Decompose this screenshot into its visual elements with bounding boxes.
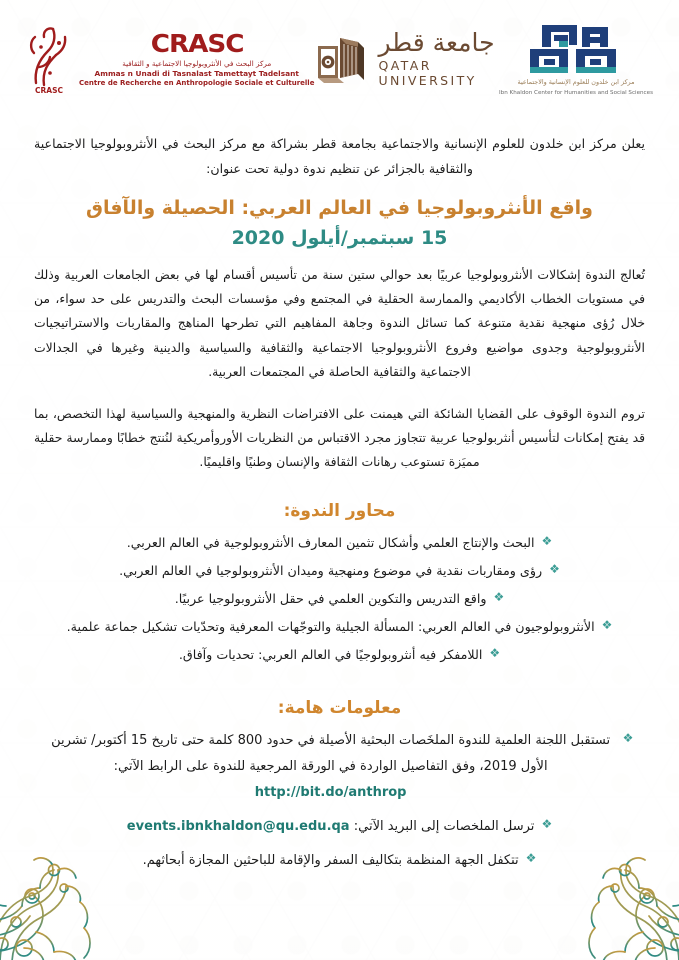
axis-list-item bbox=[34, 531, 645, 554]
submission-email-link[interactable]: events.ibnkhaldon@qu.edu.qa bbox=[126, 819, 350, 835]
bullet-diamond-icon: ❖ bbox=[601, 617, 613, 632]
ibn-khaldon-arabic-subtitle: مركز ابن خلدون للعلوم الإنسانية والاجتماعية bbox=[517, 77, 635, 86]
bullet-diamond-icon: ❖ bbox=[622, 731, 634, 746]
reference-paper-url-link[interactable]: http://bit.do/anthrop bbox=[254, 785, 407, 801]
axis-list-item bbox=[34, 643, 645, 666]
crasc-arabic-subtitle: مركز البحث في الأنثروبولوجيا الاجتماعية و الثقافية bbox=[122, 59, 272, 68]
crasc-french-subtitle: Centre de Recherche en Anthropologie Sociale et Culturelle bbox=[79, 79, 315, 87]
logo-bar bbox=[0, 0, 679, 118]
svg-text:CRASC: CRASC bbox=[35, 86, 63, 95]
qatar-university-logo bbox=[314, 27, 499, 89]
info-item-prefix: تستقبل اللجنة العلمية للندوة الملخَصات البحثية الأصيلة في حدود 800 كلمة حتى تاريخ 15 أكتوبر/ تشرين الأول 2019، وفق التفاصيل الواردة في الورقة المرجعية للندوة على الرابط الآتي: bbox=[51, 733, 611, 775]
ibn-khaldon-kufic-icon bbox=[524, 23, 628, 75]
info-list-item-text bbox=[127, 814, 535, 840]
conference-date: 15 سبتمبر/أيلول 2020 bbox=[231, 227, 448, 250]
ibn-khaldon-center-logo bbox=[499, 23, 653, 96]
crasc-berber-subtitle: Ammas n Unadi di Tasnalast Tamettayt Tadelsant bbox=[94, 69, 299, 78]
crasc-acronym: CRASC bbox=[150, 29, 244, 58]
info-list-item[interactable] bbox=[34, 814, 645, 840]
ibn-khaldon-english-subtitle: Ibn Khaldon Center for Humanities and Social Sciences bbox=[499, 89, 653, 96]
crasc-logo bbox=[26, 23, 314, 95]
bullet-diamond-icon: ❖ bbox=[541, 533, 553, 548]
axis-list-item bbox=[34, 559, 645, 582]
bullet-diamond-icon: ❖ bbox=[489, 646, 501, 661]
bullet-diamond-icon: ❖ bbox=[525, 851, 537, 866]
info-section-heading: معلومات هامة: bbox=[277, 698, 402, 719]
description-paragraph-2: تروم الندوة الوقوف على القضايا الشائكة التي هيمنت على الافتراضات النظرية والمنهجية والسياسية لهذا التخصص، بما قد يفتح إمكانات لتأسيس أنثربولوجيا عربية تتجاوز مجرد الاقتباس من النظريات الأوروأمريكية لنُنتج خطابًا وممارسة حقلية مميَزة تستوعب رهانات الثقافة والإنسان وطنيًا واقليميًا. bbox=[34, 406, 645, 470]
bullet-diamond-icon: ❖ bbox=[493, 589, 505, 604]
info-list-item bbox=[34, 848, 645, 874]
axes-list bbox=[34, 531, 645, 667]
important-info-list bbox=[34, 728, 645, 874]
info-list-item-text bbox=[46, 728, 616, 806]
qu-arabic-name: جامعة قطر bbox=[378, 27, 495, 57]
bullet-diamond-icon: ❖ bbox=[549, 561, 560, 576]
axis-list-item bbox=[34, 615, 645, 638]
axis-list-item-text: الأنثروبولوجيون في العالم العربي: المسألة الجيلية والتوجّهات المعرفية وتحدّيات تشكيل جماعة علمية. bbox=[66, 618, 595, 634]
axis-list-item-text: اللامفكر فيه أنثروبولوجيًا في العالم العربي: تحديات وآفاق. bbox=[178, 647, 483, 663]
axis-list-item bbox=[34, 587, 645, 610]
info-item-prefix: ترسل الملخصات إلى البريد الآتي: bbox=[353, 819, 535, 835]
qu-english-name: QATAR UNIVERSITY bbox=[378, 58, 477, 89]
description-paragraph-1: تُعالج الندوة إشكالات الأنثروبولوجيا عربيًا بعد حوالي ستين سنة من تأسيس أقسام لها في بعض الجامعات العربية وذلك في مستويات الخطاب الأكاديمي والممارسة الحقلية في المجتمع وفي مؤسسات البحث والتدريس على حد سواء، من خلال رُؤى منهجية نقدية متنوعة كما تسائل الندوة وجاهة المفاهيم التي تطرحها المناهج والمقاربات والاستراتيجيات الأنثروبولوجية وجدوى مواضيع وفروع الأنثروبولوجيا الاجتماعية والثقافية والسياسية والدينية وغيرها في الجدالات الاجتماعية والثقافية الحاصلة في المجتمعات العربية. bbox=[34, 267, 645, 379]
qu-book-icon bbox=[314, 32, 368, 86]
axis-list-item-text: واقع التدريس والتكوين العلمي في حقل الأنثروبولوجيا عربيًا. bbox=[174, 590, 487, 606]
info-item-prefix: تتكفل الجهة المنظمة بتكاليف السفر والإقامة للباحثين المجازة أبحاثهم. bbox=[142, 853, 519, 869]
info-list-item-text bbox=[143, 848, 519, 874]
bullet-diamond-icon: ❖ bbox=[541, 817, 553, 832]
axis-list-item-text: البحث والإنتاج العلمي وأشكال تثمين المعارف الأنثروبولوجية في العالم العربي. bbox=[126, 534, 535, 550]
announcement-intro: يعلن مركز ابن خلدون للعلوم الإنسانية والاجتماعية بجامعة قطر بشراكة مع مركز البحث في الأنثروبولوجيا الاجتماعية والثقافية بالجزائر عن تنظيم ندوة دولية تحت عنوان: bbox=[34, 136, 645, 176]
crasc-tifinagh-mark-icon bbox=[26, 23, 72, 95]
conference-title: واقع الأنثروبولوجيا في العالم العربي: الحصيلة والآفاق bbox=[85, 197, 593, 220]
info-list-item[interactable] bbox=[34, 728, 645, 806]
axis-list-item-text: رؤى ومقاربات نقدية في موضوع ومنهجية وميدان الأنثروبولوجيا في العالم العربي. bbox=[119, 562, 543, 578]
axes-section-heading: محاور الندوة: bbox=[283, 500, 396, 521]
